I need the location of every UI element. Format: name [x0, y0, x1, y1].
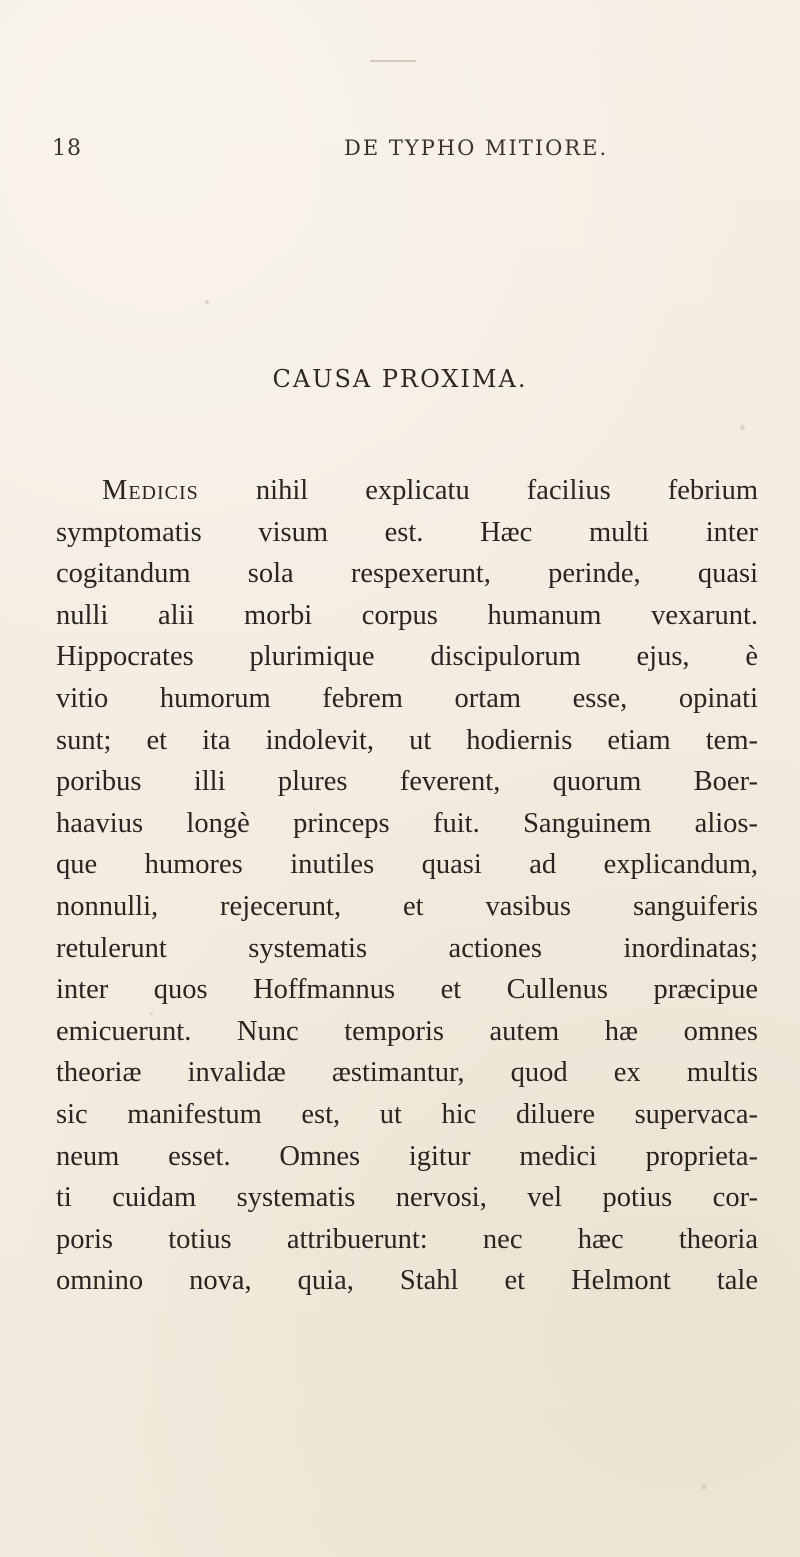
first-line-rest: nihil explicatu facilius febrium — [198, 475, 758, 506]
text-line: que humores inutiles quasi ad explicandum, — [56, 849, 758, 881]
paper-speck — [702, 1484, 706, 1490]
text-line: retulerunt systematis actiones inordinatas; — [56, 932, 758, 964]
running-head — [52, 136, 752, 168]
text-line: Hippocrates plurimique discipulorum ejus, è — [56, 641, 758, 673]
drop-word: Medicis — [102, 475, 199, 506]
text-line: neum esset. Omnes igitur medici proprieta- — [56, 1140, 758, 1172]
text-line: omnino nova, quia, Stahl et Helmont tale — [56, 1265, 758, 1297]
text-line: inter quos Hoffmannus et Cullenus præcipue — [56, 974, 758, 1006]
text-line: ti cuidam systematis nervosi, vel potius cor- — [56, 1182, 758, 1214]
text-line: vitio humorum febrem ortam esse, opinati — [56, 682, 758, 714]
text-line: theoriæ invalidæ æstimantur, quod ex multis — [56, 1057, 758, 1089]
body-paragraph — [56, 470, 758, 1302]
text-line: poribus illi plures feverent, quorum Boer- — [56, 766, 758, 798]
text-line: sic manifestum est, ut hic diluere supervaca- — [56, 1098, 758, 1130]
running-title: DE TYPHO MITIORE. — [344, 136, 609, 160]
paper-speck — [740, 425, 745, 430]
text-line: sunt; et ita indolevit, ut hodiernis etiam tem- — [56, 724, 758, 756]
text-line: cogitandum sola respexerunt, perinde, quasi — [56, 558, 758, 590]
page-number: 18 — [52, 136, 82, 161]
text-line: nonnulli, rejecerunt, et vasibus sanguiferis — [56, 890, 758, 922]
text-line: emicuerunt. Nunc temporis autem hæ omnes — [56, 1015, 758, 1047]
paper-speck — [150, 1012, 153, 1015]
paper-blemish — [370, 60, 416, 62]
paper-speck — [205, 300, 209, 304]
text-line — [56, 470, 758, 512]
text-line: symptomatis visum est. Hæc multi inter — [56, 516, 758, 548]
text-line: poris totius attribuerunt: nec hæc theoria — [56, 1223, 758, 1255]
text-line: haavius longè princeps fuit. Sanguinem alios- — [56, 807, 758, 839]
section-title: CAUSA PROXIMA. — [272, 365, 528, 393]
text-line: nulli alii morbi corpus humanum vexarunt. — [56, 599, 758, 631]
